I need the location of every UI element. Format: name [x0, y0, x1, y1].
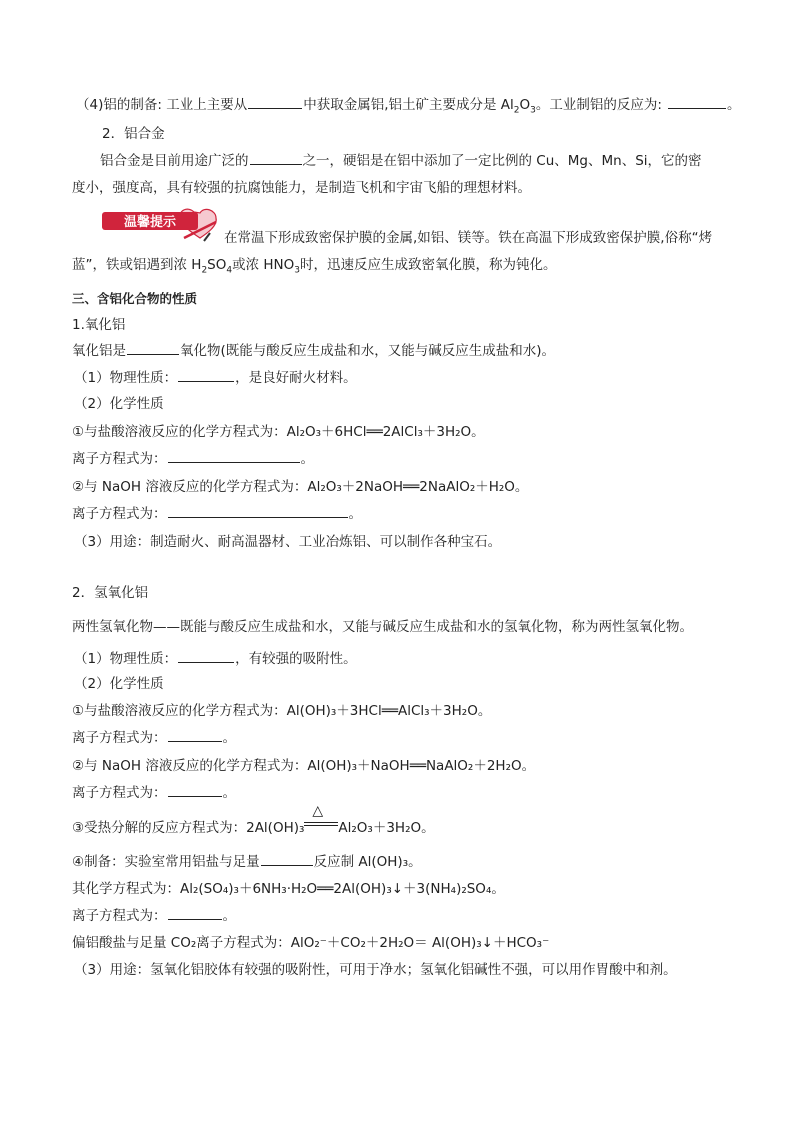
- heat-arrow: [304, 803, 338, 832]
- blank-field[interactable]: [168, 505, 348, 518]
- blank-field[interactable]: [261, 853, 313, 866]
- alumina-chemical: （2）化学性质: [74, 396, 164, 412]
- hydroxide-naoh-equation: ②与 NaOH 溶液反应的化学方程式为：Al(OH)₃＋NaOH══NaAlO₂＋2H₂O。: [72, 758, 536, 774]
- blank-field[interactable]: [248, 96, 302, 109]
- hydroxide-definition: 两性氢氧化物——既能与酸反应生成盐和水，又能与碱反应生成盐和水的氢氧化物，称为两性氢氧化物。: [72, 619, 693, 635]
- alloy-paragraph-line2: 度小，强度高，具有较强的抗腐蚀能力，是制造飞机和宇宙飞船的理想材料。: [72, 180, 531, 196]
- alumina-ion-line1: 离子方程式为： 。: [72, 451, 314, 467]
- alumina-physical: （1）物理性质： ，是良好耐火材料。: [74, 370, 357, 386]
- alloy-paragraph-line1: 铝合金是目前用途广泛的 之一，硬铝是在铝中添加了一定比例的 Cu、Mg、Mn、Si，它的密: [100, 153, 702, 169]
- tip-line1: 在常温下形成致密保护膜的金属,如铝、镁等。铁在高温下形成致密保护膜,俗称“烤: [224, 230, 713, 246]
- warm-tip-badge-icon: [100, 208, 218, 242]
- hydroxide-hcl-equation: ①与盐酸溶液反应的化学方程式为：Al(OH)₃＋3HCl══AlCl₃＋3H₂O。: [72, 703, 492, 719]
- hydroxide-preparation: ④制备：实验室常用铝盐与足量 反应制 Al(OH)₃。: [72, 854, 422, 870]
- hydroxide-use: （3）用途：氢氧化铝胶体有较强的吸附性，可用于净水；氢氧化铝碱性不强，可以用作胃酸中和剂。: [74, 962, 677, 978]
- blank-field[interactable]: [168, 729, 222, 742]
- badge-text: 温馨提示: [123, 214, 177, 229]
- blank-field[interactable]: [168, 907, 222, 920]
- preparation-ion-line: 离子方程式为： 。: [72, 908, 236, 924]
- alumina-naoh-equation: ②与 NaOH 溶液反应的化学方程式为：Al₂O₃＋2NaOH══2NaAlO₂＋H₂O。: [72, 479, 529, 495]
- section3-heading: 三、含铝化合物的性质: [72, 291, 198, 306]
- alloy-heading: 2．铝合金: [102, 126, 165, 142]
- hydroxide-decomposition: ③受热分解的反应方程式为：2Al(OH)₃ △ Al₂O₃＋3H₂O。: [72, 803, 435, 836]
- aluminate-co2-equation: 偏铝酸盐与足量 CO₂离子方程式为：AlO₂⁻＋CO₂＋2H₂O＝ Al(OH)₃↓＋HCO₃⁻: [72, 935, 550, 951]
- alumina-use: （3）用途：制造耐火、耐高温器材、工业冶炼铝、可以制作各种宝石。: [74, 534, 502, 550]
- preparation-equation: 其化学方程式为：Al₂(SO₄)₃＋6NH₃·H₂O══2Al(OH)₃↓＋3(NH₄)₂SO₄。: [72, 881, 505, 897]
- hydroxide-subheading: 2．氢氧化铝: [72, 585, 149, 601]
- blank-field[interactable]: [178, 369, 234, 382]
- blank-field[interactable]: [178, 650, 234, 663]
- blank-field[interactable]: [250, 152, 302, 165]
- alumina-hcl-equation: ①与盐酸溶液反应的化学方程式为：Al₂O₃＋6HCl══2AlCl₃＋3H₂O。: [72, 424, 485, 440]
- hydroxide-ion-line1: 离子方程式为： 。: [72, 730, 236, 746]
- blank-field[interactable]: [127, 342, 179, 355]
- hydroxide-ion-line2: 离子方程式为： 。: [72, 785, 236, 801]
- blank-field[interactable]: [168, 450, 300, 463]
- alumina-ion-line2: 离子方程式为： 。: [72, 506, 362, 522]
- prep-line: （4)铝的制备: 工业上主要从 中获取金属铝,铝土矿主要成分是 $Al_2O_3$。工业制铝的反应为: 。: [76, 97, 741, 116]
- blank-field[interactable]: [668, 96, 726, 109]
- alumina-subheading: 1.氧化铝: [72, 317, 126, 333]
- hydroxide-chemical: （2）化学性质: [74, 676, 164, 692]
- tip-line2: 蓝”，铁或铝遇到浓 $H_2SO_4$或浓 $HNO_3$时，迅速反应生成致密氧化膜，称为钝化。: [72, 257, 557, 276]
- alumina-definition: 氧化铝是 氧化物(既能与酸反应生成盐和水，又能与碱反应生成盐和水)。: [72, 343, 556, 359]
- hydroxide-physical: （1）物理性质： ，有较强的吸附性。: [74, 651, 357, 667]
- heat-symbol: △: [312, 803, 324, 819]
- blank-field[interactable]: [168, 784, 222, 797]
